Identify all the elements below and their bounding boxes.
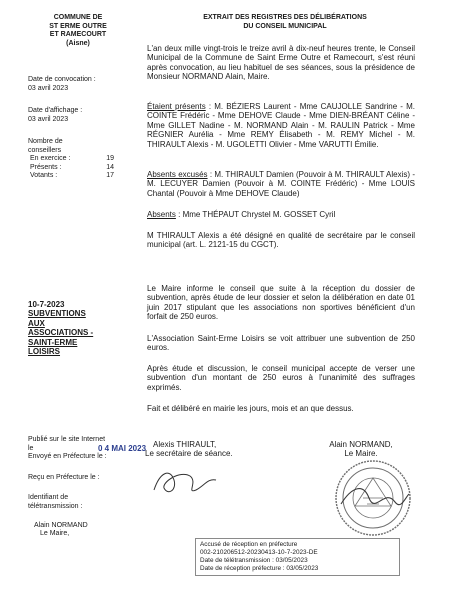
accuse-reception-box	[195, 538, 400, 576]
convocation-label: Date de convocation :	[28, 76, 96, 83]
votants-row	[28, 172, 130, 181]
commune-line-3: ET RAMECOURT	[49, 31, 107, 39]
commune-header	[28, 14, 128, 48]
commune-line-2: ST ERME OUTRE	[49, 22, 107, 30]
footer-maire-name: Alain NORMAND	[34, 521, 88, 529]
absents-label: Absents	[147, 210, 176, 219]
affichage-block	[28, 107, 82, 124]
secretaire-signature-block	[145, 440, 255, 459]
publication-stamp-date: 0 4 MAI 2023	[98, 443, 147, 453]
excuses-paragraph	[147, 170, 415, 198]
convocation-block	[28, 76, 96, 93]
title-line-1: EXTRAIT DES REGISTRES DES DÉLIBÉRATIONS	[203, 14, 367, 21]
excuses-list: : M. THIRAULT Damien (Pouvoir à M. THIRAULT Alexis) - M. LECUYER Damien (Pouvoir à M. COINTE Frédéric) - Mme LOUIS Chantal (Pouvoir à Mme DEHOVE Claude)	[147, 170, 416, 198]
maire-title: Le Maire.	[344, 449, 378, 459]
excuses-label: Absents excusés	[147, 170, 208, 179]
presents-paragraph	[147, 102, 415, 149]
affichage-label: Date d'affichage :	[28, 107, 83, 114]
secretaire-handwritten-signature	[150, 462, 220, 502]
identifiant-label: Identifiant de	[28, 494, 69, 502]
publie-date-row	[28, 445, 148, 454]
votants-value: 17	[106, 172, 114, 180]
votants-label: Votants :	[30, 172, 58, 180]
subject-line-2: AUX	[28, 318, 45, 328]
accuse-line-3: Date de télétransmission : 03/05/2023	[200, 557, 308, 564]
municipal-seal	[333, 458, 413, 538]
deliberation-p4: Fait et délibéré en mairie les jours, mois et an que dessus.	[147, 404, 354, 413]
conseillers-block	[28, 138, 130, 181]
intro-paragraph: L'an deux mille vingt-trois le treize avril à dix-neuf heures trente, le Conseil Municipal de la Commune de Saint Erme Outre et Ramecourt, s'est réuni après convocation, au lieu habituel de ses séances, sous la présidence de Monsieur NORMAND Alain, Maire.	[147, 44, 415, 82]
maire-name: Alain NORMAND,	[329, 440, 393, 449]
deliberation-p1: Le Maire informe le conseil que suite à la réception du dossier de subvention, après étude de leur dossier et selon la délibération en date 01 juin 2017 stipulant que les associations non sportives bénéficient d'un forfait de 250 euros.	[147, 284, 415, 322]
presents-value: 14	[106, 163, 114, 171]
absents-list: : Mme THÉPAUT Chrystel M. GOSSET Cyril	[175, 210, 336, 219]
footer-left	[28, 436, 148, 539]
accuse-line-2: 002-210206512-20230413-10-7-2023-DE	[200, 549, 318, 556]
subject-line-4: SAINT-ERME	[28, 337, 78, 347]
deliberation-p3: Après étude et discussion, le conseil municipal accepte de verser une subvention d'un montant de 250 euros à l'unanimité des suffrages exprimés.	[147, 364, 415, 392]
footer-maire-title: Le Maire,	[40, 530, 70, 538]
presents-label: Présents :	[30, 163, 62, 171]
maire-signature-block	[316, 440, 406, 459]
commune-line-1: COMMUNE DE	[53, 14, 103, 21]
subject-code: 10-7-2023	[28, 300, 65, 309]
document-title	[150, 14, 420, 31]
secretaire-title: Le secrétaire de séance.	[145, 449, 233, 459]
presents-list: : M. BÉZIERS Laurent - Mme CAUJOLLE Sandrine - M. COINTE Frédéric - Mme DEHOVE Claude - Mme DIEN-BRÉANT Céline - Mme GILLET Nadine - M. NORMAND Alain - M. RAULIN Patrick - Mme RÉGNIER Aurélia - Mme REMY Élisabeth - M. REMY Michel - M. THIRAULT Alexis - M. UGOLETTI Olivier - Mme VARUTTI Émilie.	[147, 102, 416, 149]
en-exercice-value: 19	[106, 155, 114, 163]
publie-le: le	[28, 444, 34, 452]
secretaire-name: Alexis THIRAULT,	[153, 440, 217, 449]
en-exercice-row	[28, 155, 130, 164]
affichage-date: 03 avril 2023	[28, 115, 69, 123]
envoye-label: Envoyé en Préfecture le :	[28, 453, 107, 461]
convocation-date: 03 avril 2023	[28, 84, 69, 92]
accuse-line-4: Date de réception préfecture : 03/05/2023	[200, 565, 319, 572]
presents-label: Étaient présents	[147, 102, 206, 111]
conseillers-label-2: conseillers	[28, 146, 62, 154]
title-line-2: DU CONSEIL MUNICIPAL	[243, 22, 327, 30]
en-exercice-label: En exercice :	[30, 155, 71, 163]
subject-line-3: ASSOCIATIONS -	[28, 328, 94, 338]
subject-line-5: LOISIRS	[28, 347, 61, 357]
subject-line-1: SUBVENTIONS	[28, 309, 86, 319]
conseillers-label-1: Nombre de	[28, 138, 63, 145]
publie-label: Publié sur le site Internet	[28, 436, 106, 443]
secretaire-paragraph: M THIRAULT Alexis a été désigné en qualité de secrétaire par le conseil municipal (art. L. 2121-15 du CGCT).	[147, 231, 415, 250]
deliberation-p2: L'Association Saint-Erme Loisirs se voit attribuer une subvention de 250 euros.	[147, 334, 415, 353]
subject-block	[28, 300, 128, 356]
accuse-line-1: Accusé de réception en préfecture	[200, 541, 298, 548]
commune-line-4: (Aisne)	[66, 39, 90, 47]
absents-paragraph	[147, 210, 415, 219]
recu-label: Reçu en Préfecture le :	[28, 473, 100, 481]
teletransmission-label: télétransmission :	[28, 502, 83, 510]
presents-row	[28, 164, 130, 173]
